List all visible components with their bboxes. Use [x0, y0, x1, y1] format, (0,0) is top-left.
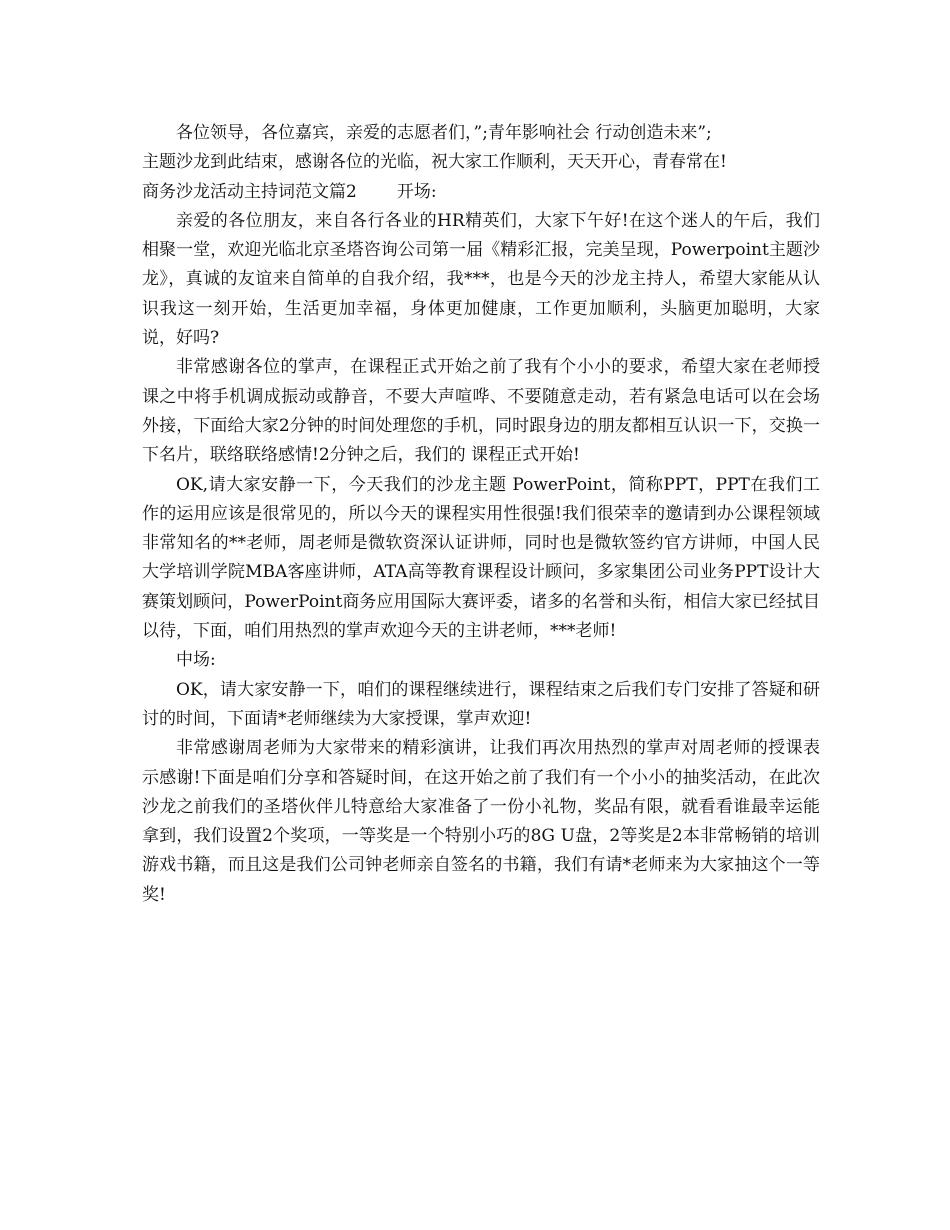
section-heading: [142, 178, 820, 207]
paragraph-opening-3: OK,请大家安静一下，今天我们的沙龙主题 PowerPoint，简称PPT，PPT在我们工作的运用应该是很常见的，所以今天的课程实用性很强!我们很荣幸的邀请到办公课程领域非常知名的**老师，周老师是微软资深认证讲师，同时也是微软签约官方讲师，中国人民大学培训学院MBA客座讲师，ATA高等教育课程设计顾问，多家集团公司业务PPT设计大赛策划顾问，PowerPoint商务应用国际大赛评委，诸多的名誉和头衔，相信大家已经拭目以待，下面，咱们用热烈的掌声欢迎今天的主讲老师，***老师!: [142, 474, 820, 642]
paragraph-middle-1: OK，请大家安静一下，咱们的课程继续进行，课程结束之后我们专门安排了答疑和研讨的时间，下面请*老师继续为大家授课，掌声欢迎!: [142, 679, 820, 729]
intro-line-2: 主题沙龙到此结束，感谢各位的光临，祝大家工作顺利，天天开心，青春常在!: [142, 152, 727, 173]
document-body: [142, 119, 820, 910]
opening-label: 开场:: [396, 181, 437, 202]
paragraph-middle-2: 非常感谢周老师为大家带来的精彩演讲，让我们再次用热烈的掌声对周老师的授课表示感谢!下面是咱们分享和答疑时间，在这开始之前了我们有一个小小的抽奖活动，在此次沙龙之前我们的圣塔伙伴儿特意给大家准备了一份小礼物，奖品有限，就看看谁最幸运能拿到，我们设置2个奖项，一等奖是一个特别小巧的8G U盘，2等奖是2本非常畅销的培训游戏书籍，而且这是我们公司钟老师亲自签名的书籍，我们有请*老师来为大家抽这个一等奖!: [142, 738, 820, 905]
middle-label: 中场:: [176, 650, 216, 671]
paragraph-opening-1: 亲爱的各位朋友，来自各行各业的HR精英们，大家下午好!在这个迷人的午后，我们相聚一堂，欢迎光临北京圣塔咨询公司第一届《精彩汇报，完美呈现，Powerpoint主题沙龙》，真诚的友谊来自简单的自我介绍，我***，也是今天的沙龙主持人，希望大家能从认识我这一刻开始，生活更加幸福，身体更加健康，工作更加顺利，头脑更加聪明，大家说，好吗?: [142, 210, 820, 349]
paragraph-opening-2: 非常感谢各位的掌声，在课程正式开始之前了我有个小小的要求，希望大家在老师授课之中将手机调成振动或静音，不要大声喧哗、不要随意走动，若有紧急电话可以在会场外接，下面给大家2分钟的时间处理您的手机，同时跟身边的朋友都相互认识一下，交换一下名片，联络联络感情!2分钟之后，我们的 课程正式开始!: [142, 357, 820, 466]
intro-line-1: 各位领导，各位嘉宾，亲爱的志愿者们，”;青年影响社会 行动创造未来”;: [176, 123, 712, 143]
section-title: 商务沙龙活动主持词范文篇2: [142, 181, 357, 202]
